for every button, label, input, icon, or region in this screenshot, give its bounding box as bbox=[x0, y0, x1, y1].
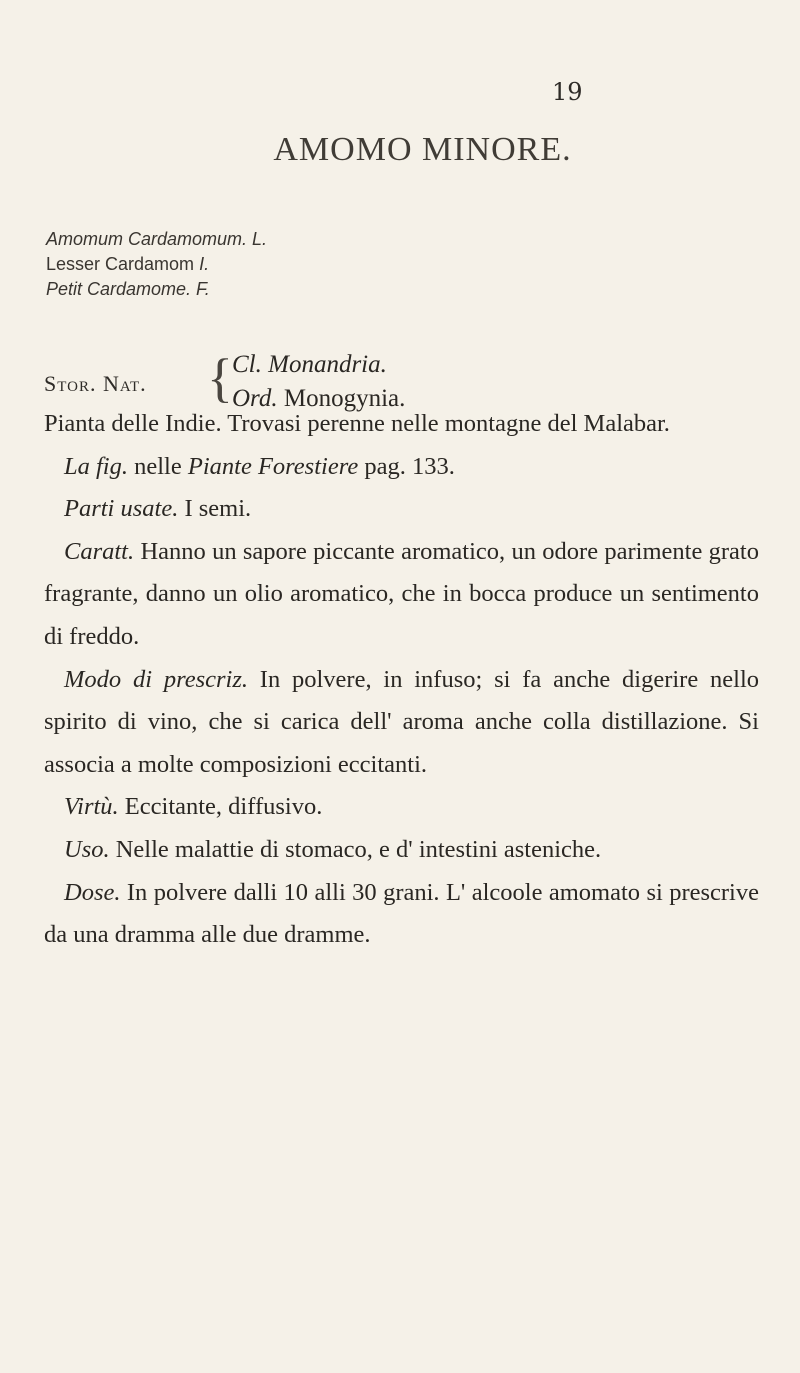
paragraph-text: Hanno un sapore piccante aromatico, un odore parimente grato fragrante, danno un olio aromatico, che in bocca produce un sentimento di freddo. bbox=[44, 537, 759, 650]
class-line bbox=[232, 351, 387, 379]
paragraph-label: Uso. bbox=[64, 835, 110, 863]
paragraph-dose bbox=[44, 872, 759, 957]
paragraph-label: Caratt. bbox=[64, 537, 135, 565]
paragraph-label: Modo di prescriz. bbox=[64, 665, 248, 693]
paragraph-italic-ref: Piante Forestiere bbox=[187, 452, 359, 480]
classification-label: Stor. Nat. bbox=[44, 371, 147, 396]
paragraph-prescription bbox=[44, 659, 759, 787]
english-suffix: I. bbox=[199, 254, 210, 274]
paragraph-text: In polvere dalli 10 alli 30 grani. L' alcoole amomato si prescrive da una dramma alle due dramme. bbox=[44, 878, 759, 949]
paragraph-virtue bbox=[44, 786, 759, 829]
page-number: 19 bbox=[552, 78, 583, 106]
brace-glyph: { bbox=[207, 348, 233, 408]
paragraph-label: La fig. bbox=[64, 452, 128, 480]
order-value: Monogynia. bbox=[283, 385, 406, 412]
paragraph-text: In polvere, in infuso; si fa anche digerire nello spirito di vino, che si carica dell' aroma anche colla distillazione. Si associa a molte composizioni eccitanti. bbox=[44, 665, 759, 778]
species-names bbox=[46, 227, 267, 302]
paragraph-text: Pianta delle Indie. Trovasi perenne nelle montagne del Malabar. bbox=[44, 410, 670, 437]
paragraph-use bbox=[44, 829, 759, 872]
order-label: Ord. bbox=[232, 385, 278, 412]
english-name: Lesser Cardamom bbox=[46, 254, 195, 274]
page-title: AMOMO MINORE. bbox=[273, 131, 572, 168]
paragraph-label: Parti usate. bbox=[64, 495, 179, 523]
paragraph-text: pag. 133. bbox=[358, 452, 455, 480]
english-name-line bbox=[46, 252, 267, 277]
paragraph-label: Virtù. bbox=[64, 793, 119, 821]
paragraph-characteristics bbox=[44, 531, 759, 659]
paragraph-text: Eccitante, diffusivo. bbox=[118, 793, 323, 821]
paragraph-text: I semi. bbox=[178, 495, 252, 523]
class-value: Monandria. bbox=[268, 351, 387, 378]
paragraph-figure bbox=[44, 446, 759, 489]
french-name: Petit Cardamome. F. bbox=[46, 279, 210, 299]
latin-name: Amomum Cardamomum. L. bbox=[46, 229, 268, 249]
paragraph-parts-used bbox=[44, 488, 759, 531]
paragraph-origin bbox=[44, 403, 759, 446]
paragraph-text: Nelle malattie di stomaco, e d' intestini asteniche. bbox=[109, 835, 602, 863]
body-text bbox=[44, 403, 759, 957]
class-label: Cl. bbox=[232, 351, 262, 378]
paragraph-label: Dose. bbox=[64, 878, 121, 906]
paragraph-text: nelle bbox=[128, 452, 188, 480]
